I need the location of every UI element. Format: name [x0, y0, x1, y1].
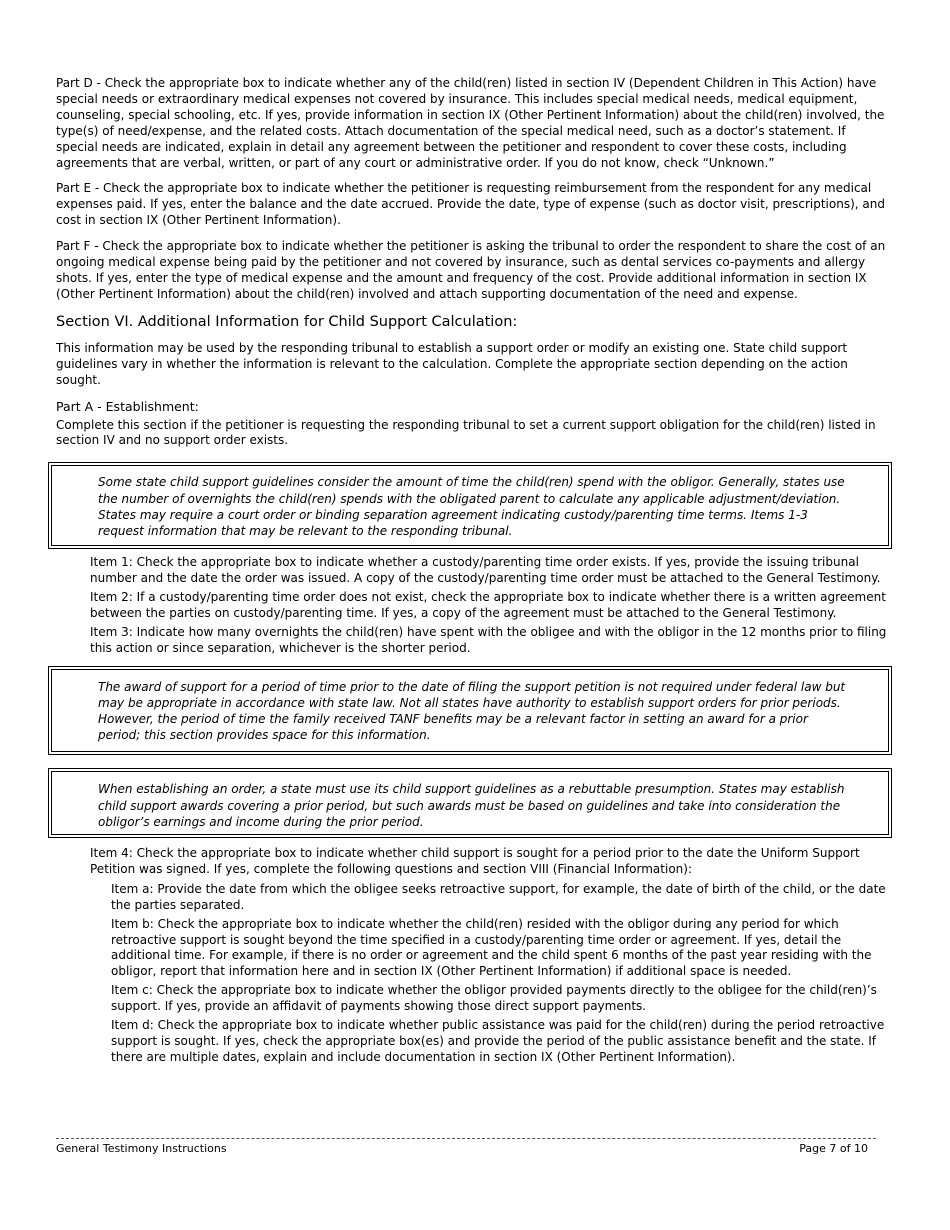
note-box-guidelines	[48, 768, 892, 838]
section-vi-intro: This information may be used by the responding tribunal to establish a support order or modify an existing one. State child support guidelines vary in whether the information is relevant to the calculation. Complete the appropriate section depending on the action sought.	[56, 340, 848, 387]
part-d-paragraph: Part D - Check the appropriate box to indicate whether any of the child(ren) listed in section IV (Dependent Children in This Action) have special needs or extraordinary medical expenses not covered by insurance. This includes special medical needs, medical equipment, counseling, special schooling, etc. If yes, provide information in section IX (Other Pertinent Information) about the child(ren) involved, the type(s) of need/expense, and the related costs. Attach documentation of the special medical need, such as a doctor’s statement. If special needs are indicated, explain in detail any agreement between the petitioner and respondent to cover these costs, including agreements that are verbal, written, or part of any court or administrative order. If you do not know, check “Unknown.”	[56, 76, 885, 170]
note-text: Some state child support guidelines consider the amount of time the child(ren) spend with the obligor. Generally, states use the number of overnights the child(ren) spends with the obligated parent to calculate any applicable adjustment/deviation. States may require a court order or binding separation agreement indicating custody/parenting time terms. Items 1-3 request information that may be relevant to the responding tribunal.	[98, 475, 845, 538]
part-a-heading: Part A - Establishment:	[56, 398, 199, 414]
item-4-subitems	[90, 881, 888, 1066]
note-text: When establishing an order, a state must use its child support guidelines as a rebuttable presumption. States may establish child support awards covering a prior period, but such awards must be based on guidelines and take into consideration the obligor’s earnings and income during the prior period.	[98, 782, 845, 829]
section-vi-heading: Section VI. Additional Information for Child Support Calculation:	[56, 313, 518, 330]
note-box-prior-period	[48, 666, 892, 756]
item-1: Item 1: Check the appropriate box to indicate whether a custody/parenting time order exists. If yes, provide the issuing tribunal number and the date the order was issued. A copy of the custody/parenting time order must be attached to the General Testimony.	[90, 555, 881, 586]
item-3: Item 3: Indicate how many overnights the child(ren) have spent with the obligee and with the obligor in the 12 months prior to filing this action or since separation, whichever is the shorter period.	[90, 624, 887, 655]
page-footer	[56, 1138, 876, 1156]
document-page	[56, 76, 888, 1069]
item-4d: Item d: Check the appropriate box to indicate whether public assistance was paid for the child(ren) during the period retroactive support is sought. If yes, check the appropriate box(es) and provide the period of the public assistance benefit and the state. If there are multiple dates, explain and include documentation in section IX (Other Pertinent Information).	[111, 1018, 885, 1064]
item-4-list	[56, 838, 888, 1066]
note-text: The award of support for a period of time prior to the date of filing the support petition is not required under federal law but may be appropriate in accordance with state law. Not all states have authority to establish support orders for prior periods. However, the period of time the family received TANF benefits may be a relevant factor in setting an award for a prior period; this section provides space for this information.	[98, 679, 846, 743]
item-4c: Item c: Check the appropriate box to indicate whether the obligor provided payments directly to the obligee for the child(ren)’s support. If yes, provide an affidavit of payments showing those direct support payments.	[111, 983, 877, 1014]
part-f-paragraph: Part F - Check the appropriate box to indicate whether the petitioner is asking the tribunal to order the respondent to share the cost of an ongoing medical expense being paid by the petitioner and not covered by insurance, such as dental services co-payments and allergy shots. If yes, enter the type of medical expense and the amount and frequency of the cost. Provide additional information in section IX (Other Pertinent Information) about the child(ren) involved and attach supporting documentation of the need and expense.	[56, 239, 886, 301]
item-4a: Item a: Provide the date from which the obligee seeks retroactive support, for example, the date of birth of the child, or the date the parties separated.	[111, 881, 886, 912]
part-a-text: Complete this section if the petitioner is requesting the responding tribunal to set a current support obligation for the child(ren) listed in section IV and no support order exists.	[56, 417, 876, 448]
footer-title: General Testimony Instructions	[56, 1142, 227, 1155]
item-2: Item 2: If a custody/parenting time order does not exist, check the appropriate box to indicate whether there is a written agreement between the parties on custody/parenting time. If yes, a copy of the agreement must be attached to the General Testimony.	[90, 589, 886, 620]
item-4b: Item b: Check the appropriate box to indicate whether the child(ren) resided with the obligor during any period for which retroactive support is sought beyond the time specified in a custody/parenting time order or agreement. If yes, detail the additional time. For example, if there is no order or agreement and the child spent 6 months of the past year residing with the obligor, report that information here and in section IX (Other Pertinent Information) if additional space is needed.	[111, 916, 872, 979]
note-box-overnights	[48, 462, 892, 549]
items-1-3-list	[56, 549, 888, 656]
part-e-paragraph: Part E - Check the appropriate box to indicate whether the petitioner is requesting reimbursement from the respondent for any medical expenses paid. If yes, enter the balance and the date accrued. Provide the date, type of expense (such as doctor visit, prescriptions), and cost in section IX (Other Pertinent Information).	[56, 181, 885, 228]
item-4: Item 4: Check the appropriate box to indicate whether child support is sought for a period prior to the date the Uniform Support Petition was signed. If yes, complete the following questions and section VIII (Financial Information):	[90, 845, 860, 876]
footer-page-number: Page 7 of 10	[799, 1142, 868, 1155]
